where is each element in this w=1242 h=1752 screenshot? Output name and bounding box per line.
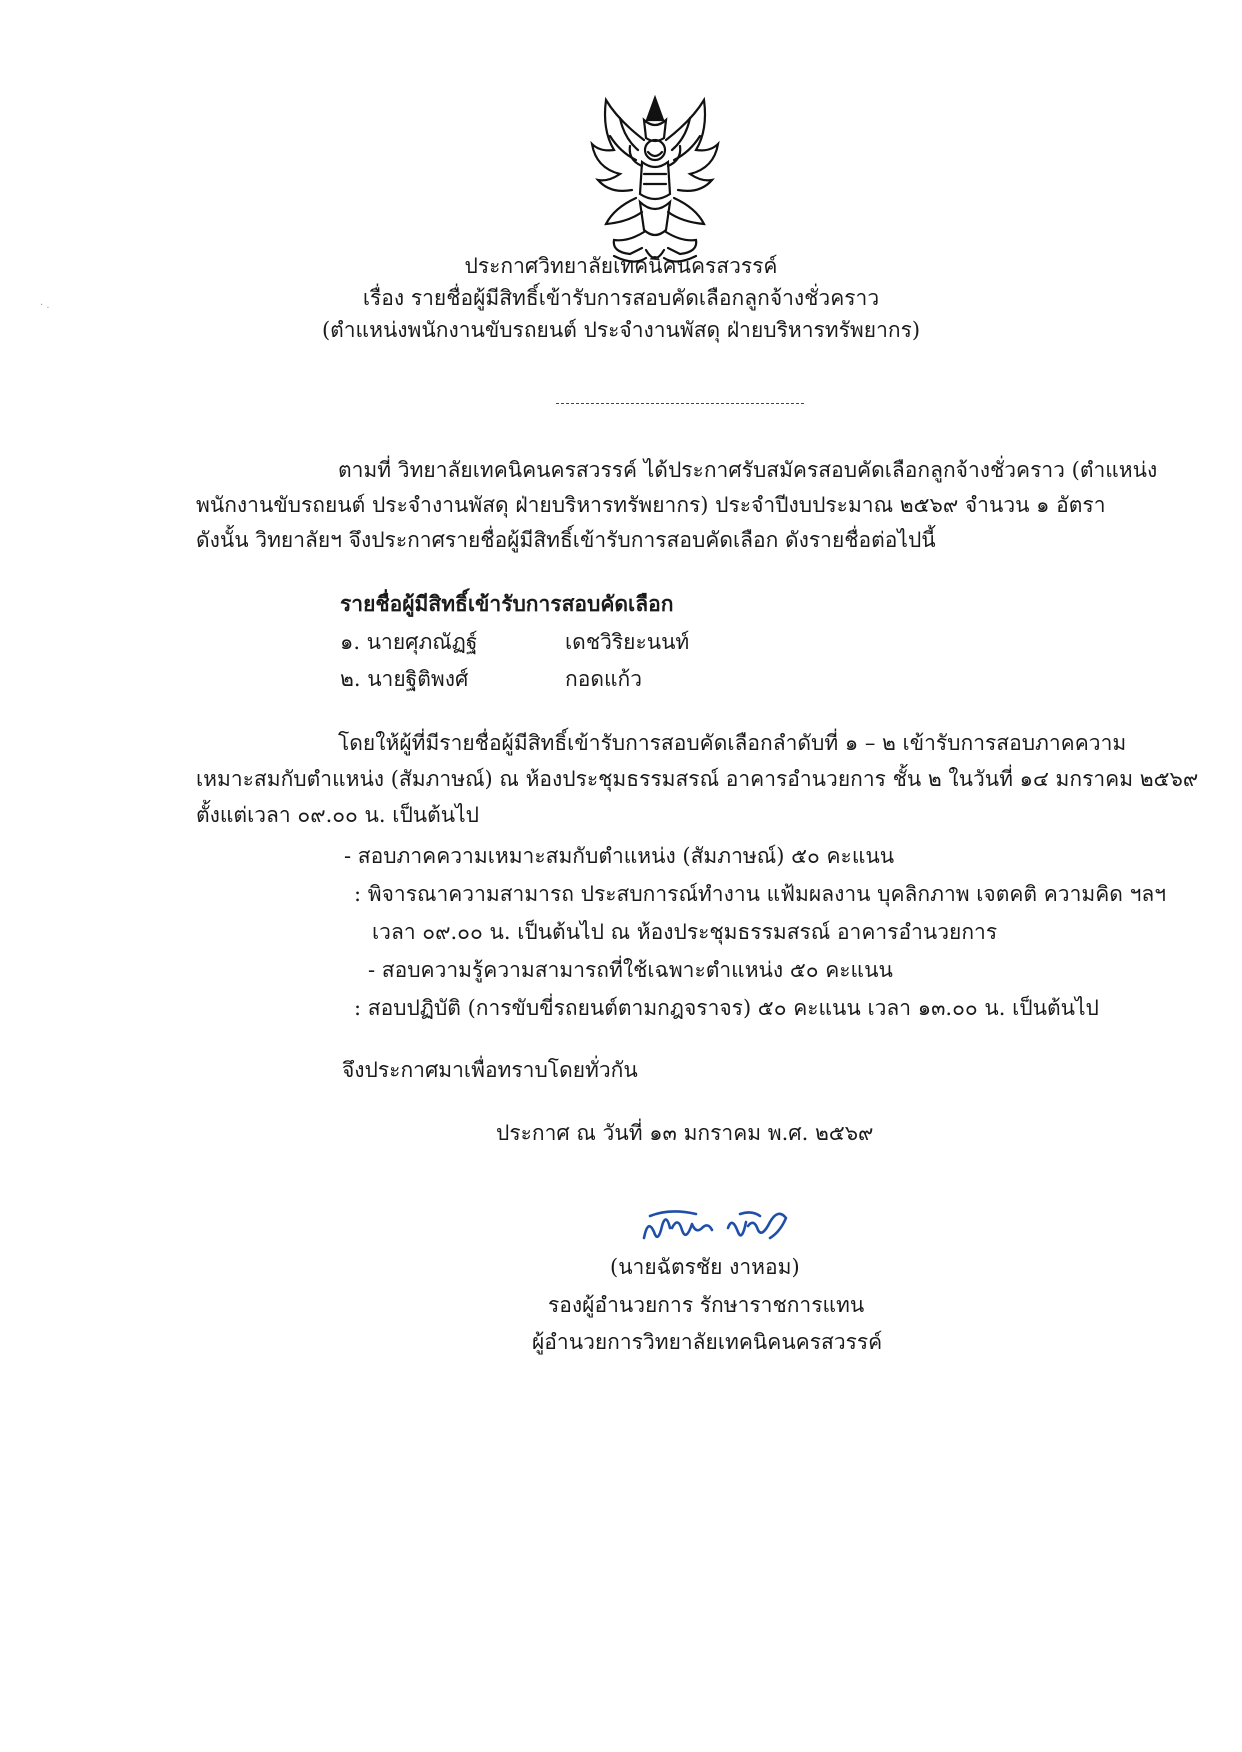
signer-title-1: รองผู้อำนวยการ รักษาราชการแทน: [548, 1293, 865, 1317]
intro-line-1: ตามที่ วิทยาลัยเทคนิคนครสวรรค์ ได้ประกาศรับสมัครสอบคัดเลือกลูกจ้างชั่วคราว (ตำแหน่ง: [338, 458, 1158, 482]
candidate-list-heading: รายชื่อผู้มีสิทธิ์เข้ารับการสอบคัดเลือก: [340, 591, 674, 616]
schedule-line-1: โดยให้ผู้ที่มีรายชื่อผู้มีสิทธิ์เข้ารับการสอบคัดเลือกลำดับที่ ๑ – ๒ เข้ารับการสอบภาคความ: [338, 731, 1127, 755]
candidate-1-first: ๑. นายศุภณัฏฐ์: [340, 630, 478, 654]
candidate-1-last: เดชวิริยะนนท์: [565, 630, 690, 654]
intro-line-3: ดังนั้น วิทยาลัยฯ จึงประกาศรายชื่อผู้มีสิทธิ์เข้ารับการสอบคัดเลือก ดังรายชื่อต่อไปนี้: [196, 528, 936, 552]
header-divider: [556, 403, 804, 404]
garuda-emblem-icon: [584, 90, 726, 270]
closing-statement: จึงประกาศมาเพื่อทราบโดยทั่วกัน: [342, 1058, 638, 1082]
schedule-line-3: ตั้งแต่เวลา ๐๙.๐๐ น. เป็นต้นไป: [196, 803, 480, 827]
signer-title-2: ผู้อำนวยการวิทยาลัยเทคนิคนครสวรรค์: [532, 1330, 883, 1354]
detail-practical: : สอบปฏิบัติ (การขับขี่รถยนต์ตามกฎจราจร) ๕๐ คะแนน เวลา ๑๓.๐๐ น. เป็นต้นไป: [354, 996, 1099, 1020]
candidate-2-last: กอดแก้ว: [565, 667, 643, 691]
announcement-position: (ตำแหน่งพนักงานขับรถยนต์ ประจำงานพัสดุ ฝ่ายบริหารทรัพยากร): [321, 318, 921, 342]
announcement-subject: เรื่อง รายชื่อผู้มีสิทธิ์เข้ารับการสอบคัดเลือกลูกจ้างชั่วคราว: [362, 286, 880, 310]
candidate-2-first: ๒. นายฐิติพงศ์: [340, 667, 469, 691]
signature: [636, 1198, 798, 1252]
detail-interview: - สอบภาคความเหมาะสมกับตำแหน่ง (สัมภาษณ์) ๕๐ คะแนน: [344, 844, 895, 868]
detail-knowledge: - สอบความรู้ความสามารถที่ใช้เฉพาะตำแหน่ง ๕๐ คะแนน: [368, 958, 893, 982]
announcement-title: ประกาศวิทยาลัยเทคนิคนครสวรรค์: [464, 254, 778, 278]
detail-interview-criteria: : พิจารณาความสามารถ ประสบการณ์ทำงาน แฟ้มผลงาน บุคลิกภาพ เจตคติ ความคิด ฯลฯ: [354, 882, 1167, 906]
signer-name: (นายฉัตรชัย งาหอม): [610, 1255, 800, 1279]
intro-line-2: พนักงานขับรถยนต์ ประจำงานพัสดุ ฝ่ายบริหารทรัพยากร) ประจำปีงบประมาณ ๒๕๖๙ จำนวน ๑ อัตรา: [196, 493, 1106, 517]
scan-speck: · .: [40, 300, 50, 311]
announcement-date: ประกาศ ณ วันที่ ๑๓ มกราคม พ.ศ. ๒๕๖๙: [496, 1121, 874, 1145]
schedule-line-2: เหมาะสมกับตำแหน่ง (สัมภาษณ์) ณ ห้องประชุมธรรมสรณ์ อาคารอำนวยการ ชั้น ๒ ในวันที่ ๑๔ มกราคม ๒๕๖๙: [196, 767, 1199, 791]
detail-interview-time: เวลา ๐๙.๐๐ น. เป็นต้นไป ณ ห้องประชุมธรรมสรณ์ อาคารอำนวยการ: [372, 920, 998, 944]
